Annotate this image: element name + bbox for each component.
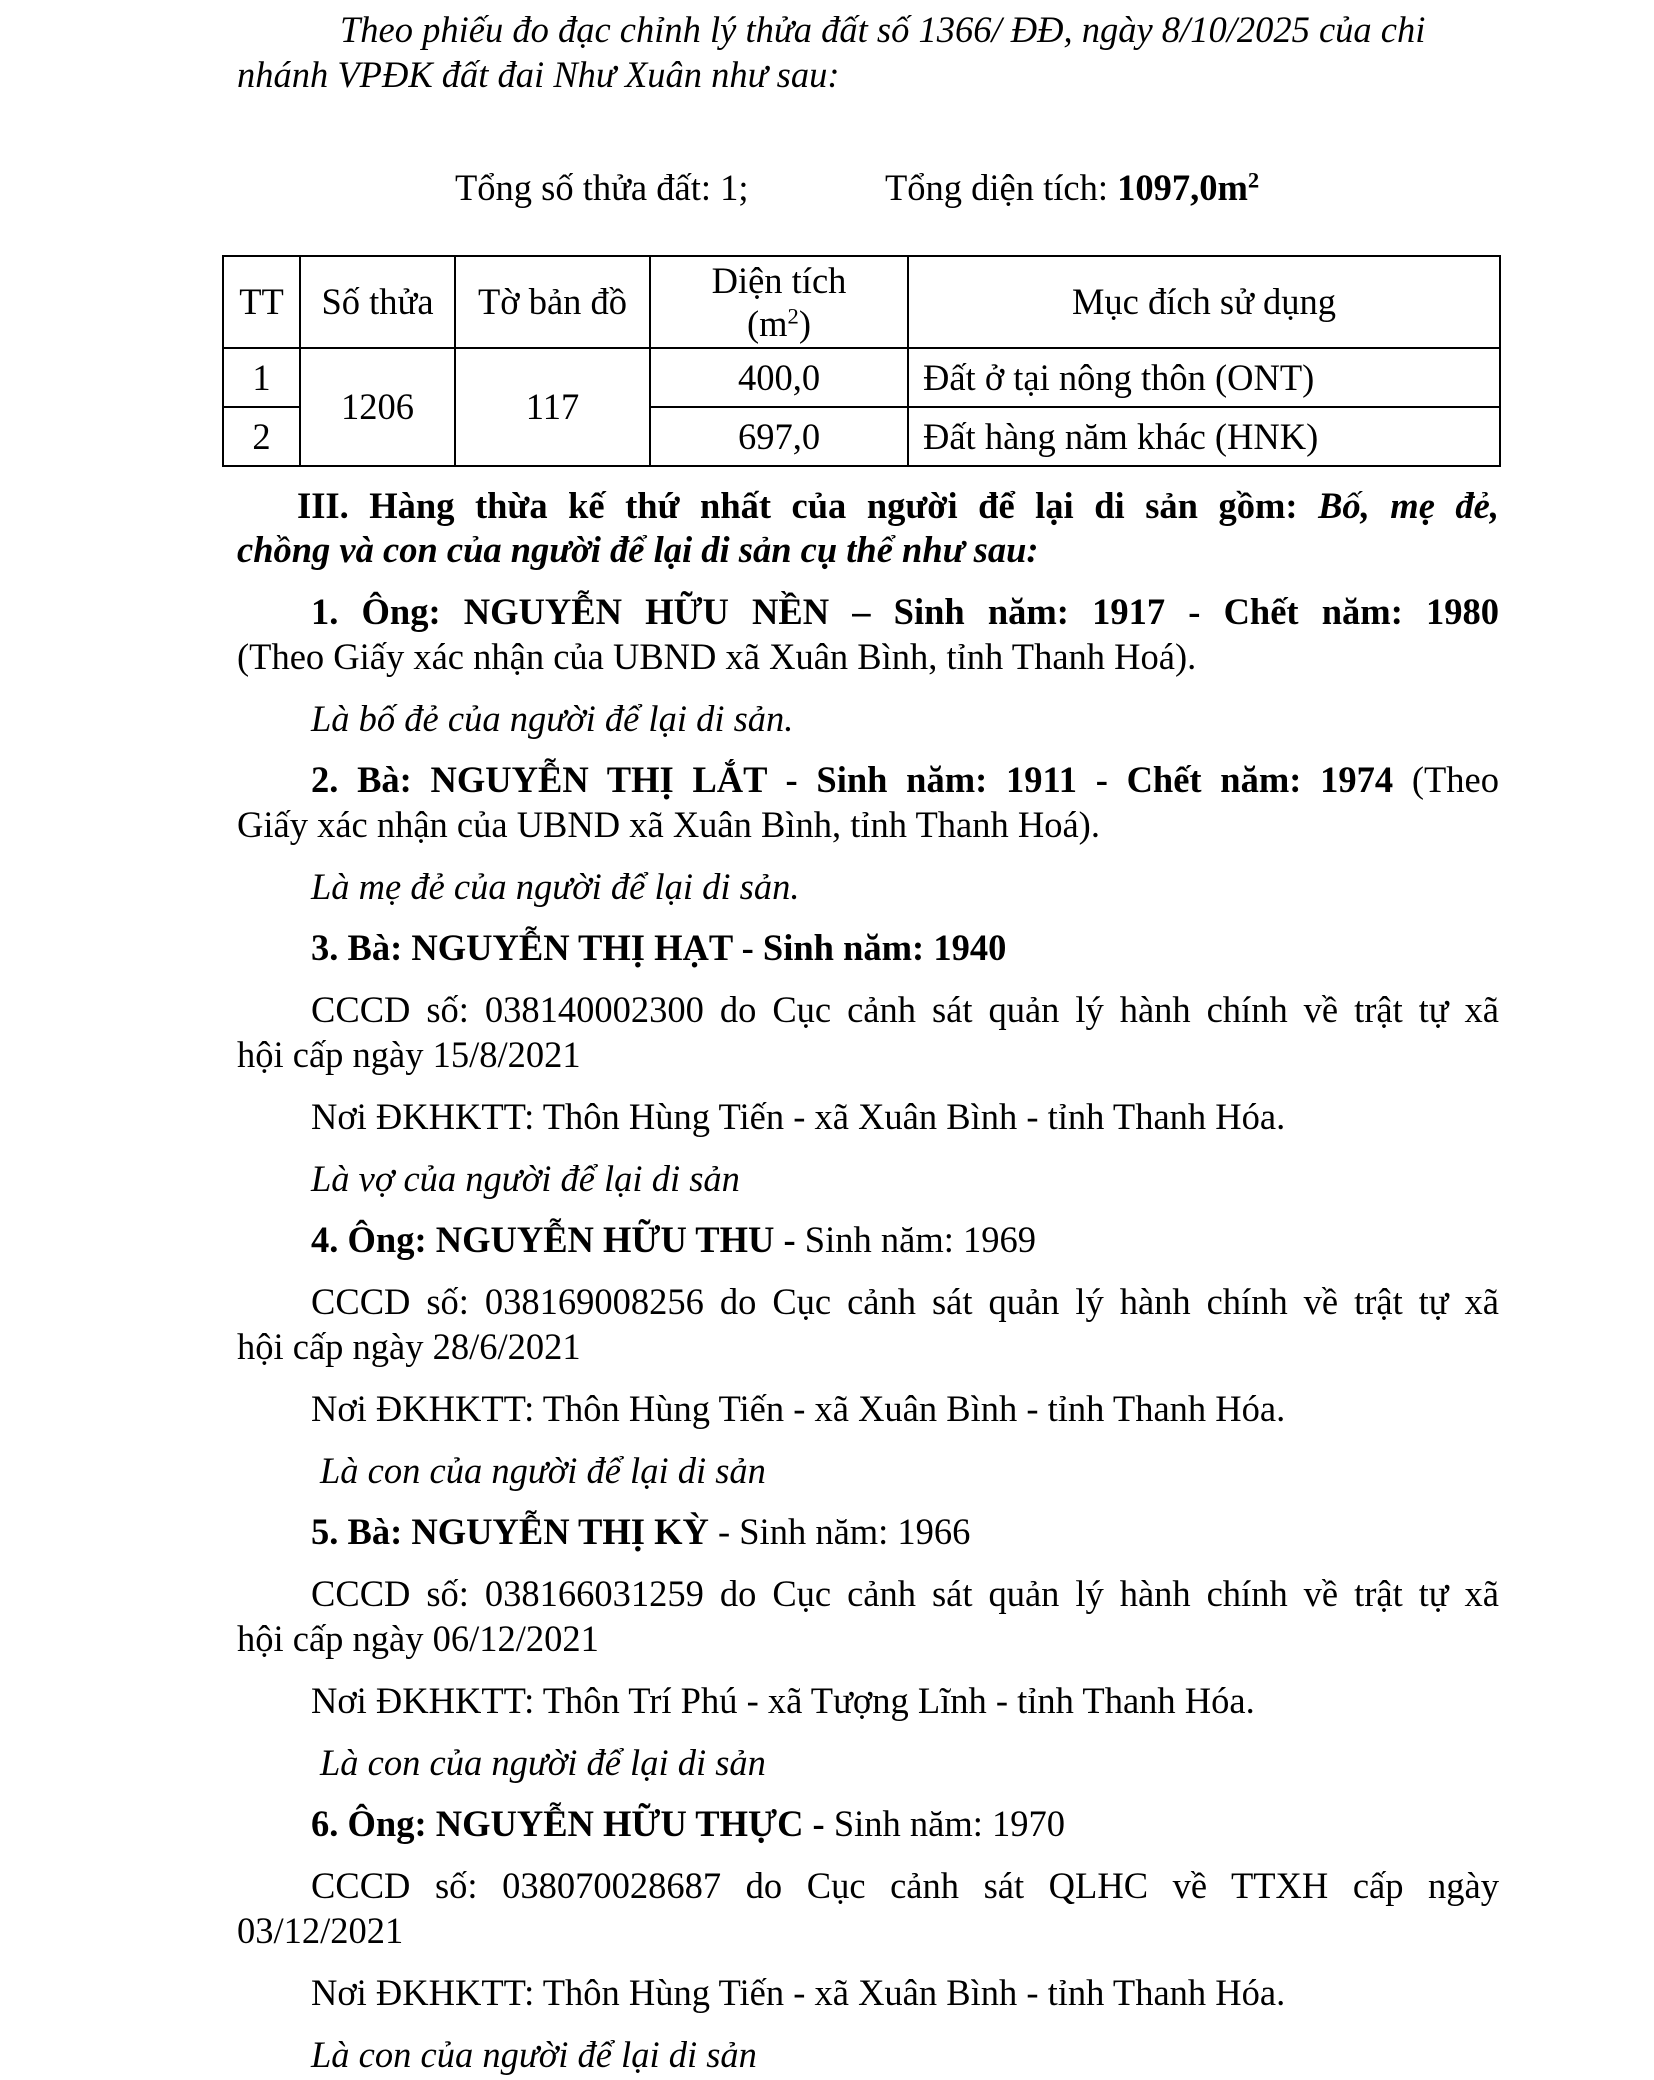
heir-5-id-line-2: hội cấp ngày 06/12/2021: [237, 1618, 599, 1659]
heir-5-id-text: CCCD số: 038166031259 do Cục cảnh sát quản lý hành chính về trật tự xã: [311, 1573, 1499, 1614]
heir-4-title: [311, 1219, 1036, 1260]
heir-4-id-line-1: [237, 1281, 1499, 1322]
heir-3-address: Nơi ĐKHKTT: Thôn Hùng Tiến - xã Xuân Bình - tỉnh Thanh Hóa.: [311, 1096, 1286, 1137]
header-tt: TT: [223, 256, 300, 348]
section-3-heading-line-2: chồng và con của người để lại di sản cụ thể như sau:: [237, 529, 1039, 570]
section-3-heading-bold: III. Hàng thừa kế thứ nhất của người để lại di sản gồm:: [297, 485, 1298, 526]
heir-2-title-tail: (Theo: [1393, 759, 1499, 800]
heir-6-address: Nơi ĐKHKTT: Thôn Hùng Tiến - xã Xuân Bình - tỉnh Thanh Hóa.: [311, 1972, 1286, 2013]
heir-2-title-bold: 2. Bà: NGUYỄN THỊ LẮT - Sinh năm: 1911 - Chết năm: 1974: [311, 759, 1394, 800]
heir-5-title: [311, 1511, 971, 1552]
parcel-no-cell: 1206: [300, 348, 455, 466]
total-area-label: Tổng diện tích:: [885, 167, 1109, 208]
intro-line-1: Theo phiếu đo đạc chỉnh lý thửa đất số 1366/ ĐĐ, ngày 8/10/2025 của chi: [340, 9, 1426, 50]
heir-1-source: (Theo Giấy xác nhận của UBND xã Xuân Bình, tỉnh Thanh Hoá).: [237, 636, 1197, 677]
heir-6-title-bold: 6. Ông: NGUYỄN HỮU THỰC -: [311, 1803, 834, 1844]
header-purpose: Mục đích sử dụng: [908, 256, 1500, 348]
table-row: [223, 348, 1500, 407]
parcel-table: [222, 255, 1501, 467]
heir-4-id-text: CCCD số: 038169008256 do Cục cảnh sát quản lý hành chính về trật tự xã: [311, 1281, 1499, 1322]
heir-2-title: [237, 759, 1499, 800]
row-1-area: 400,0: [650, 348, 908, 407]
section-3-heading-line-1: [237, 485, 1499, 526]
header-area-unit: (m: [746, 303, 788, 344]
section-3-heading-italic: Bố, mẹ đẻ,: [1318, 485, 1499, 526]
heir-5-relation: Là con của người để lại di sản: [320, 1742, 766, 1783]
heir-2-source: Giấy xác nhận của UBND xã Xuân Bình, tỉnh Thanh Hoá).: [237, 804, 1100, 845]
heir-5-title-rest: - Sinh năm: 1966: [708, 1511, 971, 1552]
heir-4-relation: Là con của người để lại di sản: [320, 1450, 766, 1491]
header-map-sheet: Tờ bản đồ: [455, 256, 650, 348]
heir-6-id-text: CCCD số: 038070028687 do Cục cảnh sát QLHC về TTXH cấp ngày: [311, 1865, 1499, 1906]
header-parcel-no: Số thửa: [300, 256, 455, 348]
header-area-sup: 2: [787, 303, 799, 329]
header-area: [650, 256, 908, 348]
heir-4-id-line-2: hội cấp ngày 28/6/2021: [237, 1326, 581, 1367]
total-area-sup: 2: [1247, 167, 1260, 193]
row-1-purpose: Đất ở tại nông thôn (ONT): [908, 348, 1500, 407]
heir-5-address: Nơi ĐKHKTT: Thôn Trí Phú - xã Tượng Lĩnh - tỉnh Thanh Hóa.: [311, 1680, 1255, 1721]
parcel-count: Tổng số thửa đất: 1;: [455, 167, 749, 208]
header-area-close: ): [798, 303, 811, 344]
total-area: [885, 167, 1260, 208]
heir-1-title-text: 1. Ông: NGUYỄN HỮU NỀN – Sinh năm: 1917 - Chết năm: 1980: [311, 591, 1499, 632]
heir-6-title-rest: Sinh năm: 1970: [833, 1803, 1066, 1844]
row-1-tt: 1: [223, 348, 300, 407]
heir-3-id-text: CCCD số: 038140002300 do Cục cảnh sát quản lý hành chính về trật tự xã: [311, 989, 1499, 1030]
total-area-value: 1097,0m: [1117, 167, 1248, 208]
heir-2-relation: Là mẹ đẻ của người để lại di sản.: [311, 866, 800, 907]
heir-5-id-line-1: [237, 1573, 1499, 1614]
heir-6-id-line-1: [237, 1865, 1499, 1906]
heir-4-address: Nơi ĐKHKTT: Thôn Hùng Tiến - xã Xuân Bình - tỉnh Thanh Hóa.: [311, 1388, 1286, 1429]
heir-3-relation: Là vợ của người để lại di sản: [311, 1158, 740, 1199]
heir-6-relation: Là con của người để lại di sản: [311, 2034, 757, 2075]
table-header-row: [223, 256, 1500, 348]
row-2-tt: 2: [223, 407, 300, 466]
heir-6-id-line-2: 03/12/2021: [237, 1910, 404, 1951]
heir-4-title-bold: 4. Ông: NGUYỄN HỮU THU -: [311, 1219, 805, 1260]
heir-3-id-line-1: [237, 989, 1499, 1030]
heir-6-title: [311, 1803, 1066, 1844]
heir-3-title: 3. Bà: NGUYỄN THỊ HẠT - Sinh năm: 1940: [311, 927, 1007, 968]
row-2-area: 697,0: [650, 407, 908, 466]
heir-1-title: [237, 591, 1499, 632]
row-2-purpose: Đất hàng năm khác (HNK): [908, 407, 1500, 466]
heir-1-relation: Là bố đẻ của người để lại di sản.: [311, 698, 794, 739]
heir-5-title-bold: 5. Bà: NGUYỄN THỊ KỲ: [311, 1511, 709, 1552]
intro-line-2: nhánh VPĐK đất đai Như Xuân như sau:: [237, 54, 840, 95]
map-sheet-cell: 117: [455, 348, 650, 466]
header-area-label: Diện tích: [711, 259, 847, 301]
heir-3-id-line-2: hội cấp ngày 15/8/2021: [237, 1034, 581, 1075]
heir-4-title-rest: Sinh năm: 1969: [804, 1219, 1036, 1260]
